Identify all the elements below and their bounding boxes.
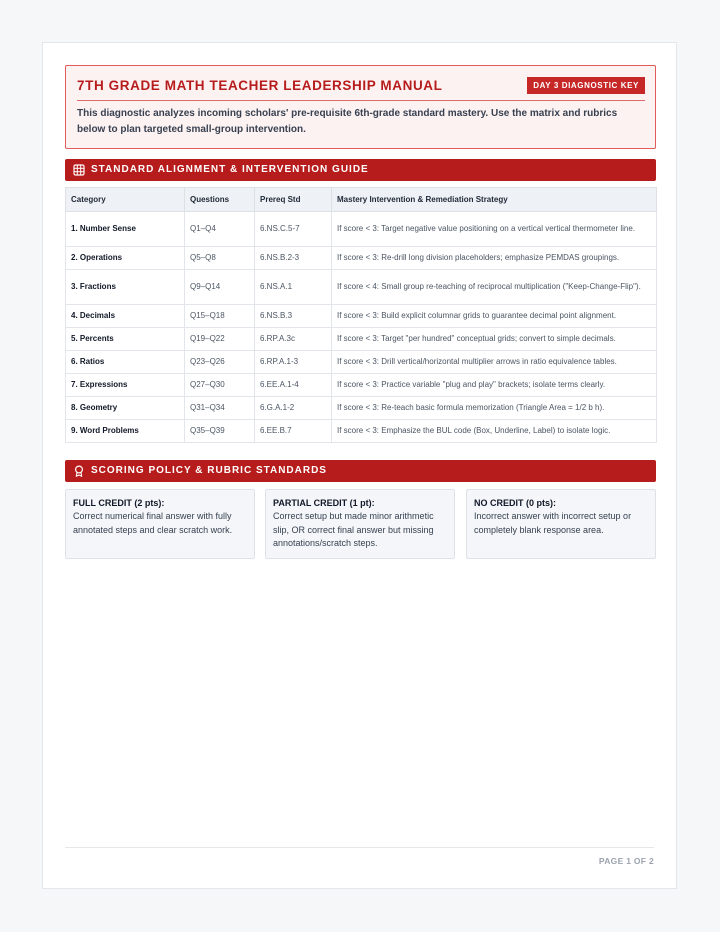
table-row [66, 397, 657, 420]
rubric-heading: PARTIAL CREDIT (1 pt): [273, 498, 375, 508]
rubric-card-full-credit [65, 489, 255, 559]
rubric-card-no-credit [466, 489, 656, 559]
category-cell: 1. Number Sense [66, 212, 185, 247]
alignment-table [65, 187, 657, 443]
scoring-section-header [65, 460, 656, 482]
manual-description: This diagnostic analyzes incoming scholars' pre-requisite 6th-grade standard mastery. Use the matrix and rubrics below to plan targeted small-group intervention. [77, 108, 618, 135]
questions-cell: Q35–Q39 [185, 420, 255, 443]
standard-cell: 6.NS.A.1 [255, 270, 332, 305]
award-ribbon-icon [73, 465, 85, 477]
category-cell: 2. Operations [66, 247, 185, 270]
strategy-cell: If score < 3: Target "per hundred" conceptual grids; convert to simple decimals. [332, 328, 657, 351]
column-header: Prereq Std [255, 188, 332, 212]
standard-cell: 6.G.A.1-2 [255, 397, 332, 420]
rubric-description: Incorrect answer with incorrect setup or completely blank response area. [474, 511, 632, 535]
standard-cell: 6.NS.C.5-7 [255, 212, 332, 247]
table-row [66, 247, 657, 270]
strategy-cell: If score < 3: Practice variable "plug and play" brackets; isolate terms clearly. [332, 374, 657, 397]
table-row [66, 420, 657, 443]
rubric-heading: FULL CREDIT (2 pts): [73, 498, 165, 508]
column-header: Category [66, 188, 185, 212]
header-divider [77, 100, 645, 101]
strategy-cell: If score < 4: Small group re-teaching of reciprocal multiplication ("Keep-Change-Flip"). [332, 270, 657, 305]
category-cell: 3. Fractions [66, 270, 185, 305]
category-cell: 8. Geometry [66, 397, 185, 420]
category-cell: 9. Word Problems [66, 420, 185, 443]
standard-cell: 6.NS.B.2-3 [255, 247, 332, 270]
standard-cell: 6.RP.A.3c [255, 328, 332, 351]
document-page [42, 42, 677, 889]
rubric-description: Correct setup but made minor arithmetic slip, OR correct final answer but missing annotations/scratch steps. [273, 511, 434, 548]
table-row [66, 328, 657, 351]
category-cell: 4. Decimals [66, 305, 185, 328]
alignment-section-title: STANDARD ALIGNMENT & INTERVENTION GUIDE [91, 164, 369, 175]
table-row [66, 212, 657, 247]
strategy-cell: If score < 3: Emphasize the BUL code (Box, Underline, Label) to isolate logic. [332, 420, 657, 443]
column-header: Questions [185, 188, 255, 212]
standard-cell: 6.RP.A.1-3 [255, 351, 332, 374]
questions-cell: Q5–Q8 [185, 247, 255, 270]
day-badge: DAY 3 DIAGNOSTIC KEY [527, 77, 645, 94]
questions-cell: Q19–Q22 [185, 328, 255, 351]
grid-icon [73, 164, 85, 176]
rubric-heading: NO CREDIT (0 pts): [474, 498, 556, 508]
strategy-cell: If score < 3: Re-teach basic formula memorization (Triangle Area = 1/2 b h). [332, 397, 657, 420]
standard-cell: 6.NS.B.3 [255, 305, 332, 328]
table-row [66, 351, 657, 374]
category-cell: 7. Expressions [66, 374, 185, 397]
questions-cell: Q23–Q26 [185, 351, 255, 374]
questions-cell: Q1–Q4 [185, 212, 255, 247]
manual-header [65, 65, 656, 149]
manual-title: 7TH GRADE MATH TEACHER LEADERSHIP MANUAL [77, 78, 443, 93]
rubric-description: Correct numerical final answer with fully annotated steps and clear scratch work. [73, 511, 233, 535]
category-cell: 5. Percents [66, 328, 185, 351]
alignment-section-header [65, 159, 656, 181]
questions-cell: Q9–Q14 [185, 270, 255, 305]
rubric-card-partial-credit [265, 489, 455, 559]
table-header-row [66, 188, 657, 212]
page-number: PAGE 1 OF 2 [598, 856, 654, 866]
category-cell: 6. Ratios [66, 351, 185, 374]
column-header: Mastery Intervention & Remediation Strategy [332, 188, 657, 212]
table-row [66, 270, 657, 305]
strategy-cell: If score < 3: Target negative value positioning on a vertical vertical thermometer line. [332, 212, 657, 247]
questions-cell: Q15–Q18 [185, 305, 255, 328]
scoring-section-title: SCORING POLICY & RUBRIC STANDARDS [91, 465, 327, 476]
strategy-cell: If score < 3: Drill vertical/horizontal multiplier arrows in ratio equivalence tables. [332, 351, 657, 374]
table-row [66, 305, 657, 328]
strategy-cell: If score < 3: Re-drill long division placeholders; emphasize PEMDAS groupings. [332, 247, 657, 270]
questions-cell: Q31–Q34 [185, 397, 255, 420]
footer-divider [65, 847, 654, 848]
standard-cell: 6.EE.A.1-4 [255, 374, 332, 397]
strategy-cell: If score < 3: Build explicit columnar grids to guarantee decimal point alignment. [332, 305, 657, 328]
table-row [66, 374, 657, 397]
standard-cell: 6.EE.B.7 [255, 420, 332, 443]
questions-cell: Q27–Q30 [185, 374, 255, 397]
